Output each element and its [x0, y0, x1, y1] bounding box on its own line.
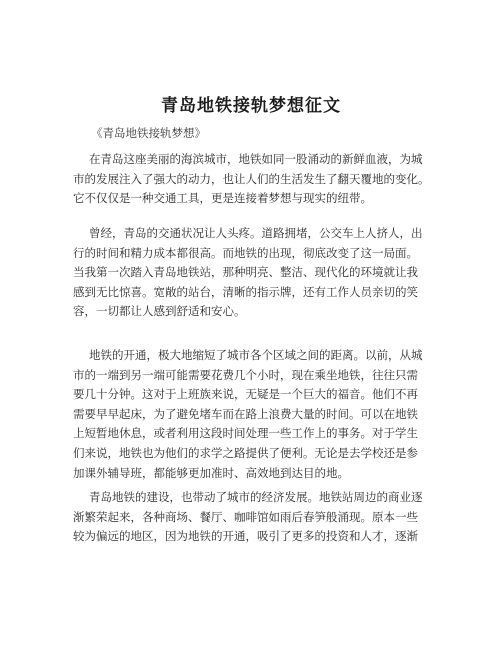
paragraph-line: 它不仅仅是一种交通工具，更是连接着梦想与现实的纽带。: [73, 191, 372, 206]
paragraph-1: [73, 150, 433, 209]
paragraph-line: 市的发展注入了强大的动力，也让人们的生活发生了翻天覆地的变化。: [73, 171, 430, 186]
document-subtitle: 《青岛地铁接轨梦想》: [91, 126, 206, 140]
paragraph-line: 在青岛这座美丽的海滨城市，地铁如同一股涌动的新鲜血液，为城: [89, 152, 423, 166]
document-title: 青岛地铁接轨梦想征文: [161, 96, 341, 116]
paragraph-line: 地铁的开通，极大地缩短了城市各个区域之间的距离。以前，从城: [89, 348, 423, 362]
paragraph-3: [73, 346, 433, 483]
paragraph-line: 较为偏远的地区，因为地铁的开通，吸引了更多的投资和人才，逐渐: [73, 529, 418, 544]
paragraph-line: 行的时间和精力成本都很高。而地铁的出现，彻底改变了这一局面。: [73, 245, 418, 260]
paragraph-line: 当我第一次踏入青岛地铁站，那种明亮、整洁、现代化的环境就让我: [73, 265, 418, 280]
paragraph-line: 上短暂地休息，或者利用这段时间处理一些工作上的事务。对于学生: [73, 426, 418, 441]
paragraph-4: [73, 488, 433, 547]
paragraph-line: 要几十分钟。这对于上班族来说，无疑是一个巨大的福音。他们不再: [73, 387, 418, 402]
paragraph-line: 感到无比惊喜。宽敞的站台，清晰的指示牌，还有工作人员亲切的笑: [73, 284, 418, 299]
paragraph-line: 青岛地铁的建设，也带动了城市的经济发展。地铁站周边的商业逐: [89, 490, 423, 504]
paragraph-line: 加课外辅导班，都能够更加准时、高效地到达目的地。: [73, 465, 349, 480]
paragraph-line: 曾经，青岛的交通状况让人头疼。道路拥堵，公交车上人挤人，出: [89, 226, 423, 240]
paragraph-2: [73, 224, 433, 322]
paragraph-line: 渐繁荣起来，各种商场、餐厅、咖啡馆如雨后春笋般涌现。原本一些: [73, 509, 418, 524]
paragraph-line: 们来说，地铁也为他们的求学之路提供了便利。无论是去学校还是参: [73, 445, 418, 460]
paragraph-line: 容，一切都让人感到舒适和安心。: [73, 304, 246, 319]
paragraph-line: 需要早早起床，为了避免堵车而在路上浪费大量的时间。可以在地铁: [73, 406, 418, 421]
paragraph-line: 市的一端到另一端可能需要花费几个小时，现在乘坐地铁，往往只需: [73, 367, 418, 382]
